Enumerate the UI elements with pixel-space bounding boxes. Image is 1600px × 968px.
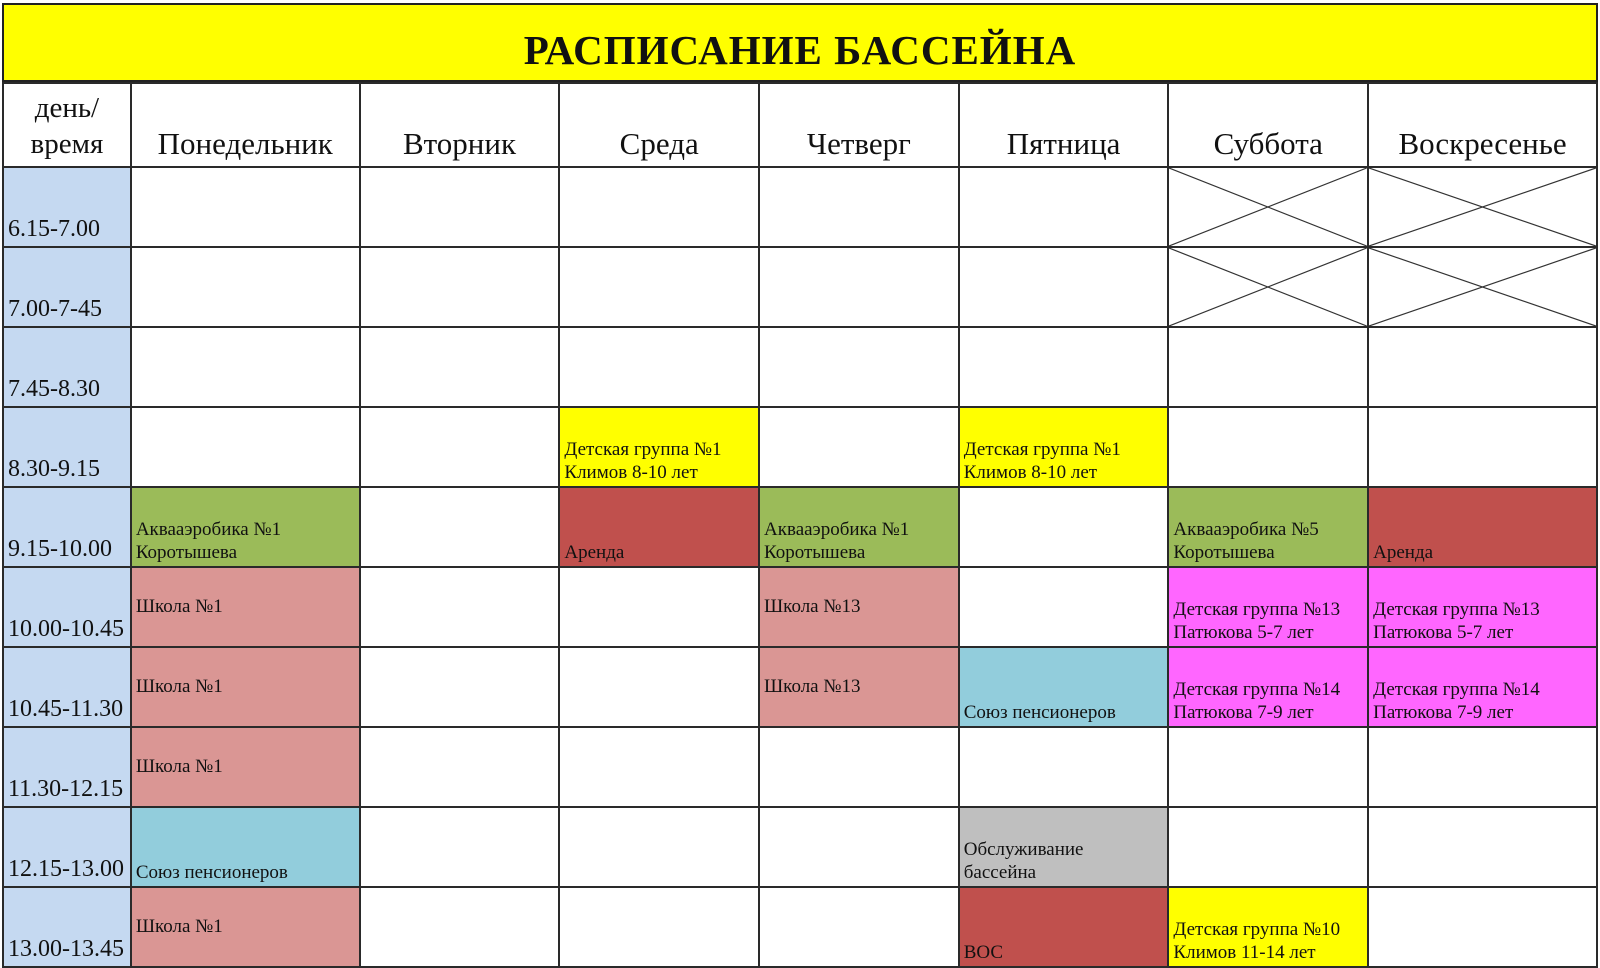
schedule-cell-friday: [959, 327, 1169, 407]
day-header-sunday: Воскресенье: [1368, 83, 1597, 167]
schedule-cell-monday: [131, 327, 360, 407]
schedule-cell-sunday: [1368, 247, 1597, 327]
activity-line: Коротышева: [1173, 542, 1275, 563]
schedule-cell-thursday: [759, 727, 959, 807]
schedule-cell-friday: [959, 727, 1169, 807]
activity-line: Школа №1: [135, 756, 223, 777]
time-slot-label: 13.00-13.45: [3, 887, 131, 967]
activity-line: Климов 11-14 лет: [1173, 942, 1316, 963]
activity-line: ВОС: [963, 942, 1004, 963]
activity-line: Обслуживание: [963, 839, 1084, 860]
schedule-cell-tuesday: [360, 487, 560, 567]
day-header-wednesday: Среда: [559, 83, 759, 167]
day-header-friday: Пятница: [959, 83, 1169, 167]
activity-label: [1173, 678, 1365, 724]
schedule-row: [3, 887, 1597, 967]
schedule-cell-sunday: [1368, 647, 1597, 727]
schedule-cell-sunday: [1368, 727, 1597, 807]
schedule-row: [3, 647, 1597, 727]
activity-line: Детская группа №14: [1173, 679, 1341, 700]
schedule-cell-thursday: [759, 487, 959, 567]
schedule-cell-friday: [959, 567, 1169, 647]
activity-label: [1173, 918, 1365, 964]
day-header-monday: Понедельник: [131, 83, 360, 167]
schedule-cell-wednesday: [559, 247, 759, 327]
activity-line: Патюкова 5-7 лет: [1173, 622, 1314, 643]
schedule-cell-wednesday: [559, 727, 759, 807]
schedule-cell-thursday: [759, 807, 959, 887]
schedule-cell-wednesday: [559, 647, 759, 727]
activity-label: [564, 541, 756, 564]
schedule-cell-monday: [131, 887, 360, 967]
schedule-cell-wednesday: [559, 807, 759, 887]
activity-label: [136, 595, 357, 618]
schedule-cell-friday: [959, 407, 1169, 487]
activity-label: [764, 518, 956, 564]
schedule-cell-thursday: [759, 327, 959, 407]
activity-line: Детская группа №1: [564, 439, 722, 460]
activity-line: Школа №1: [135, 916, 223, 937]
schedule-row: [3, 407, 1597, 487]
time-slot-label: 8.30-9.15: [3, 407, 131, 487]
schedule-cell-monday: [131, 727, 360, 807]
activity-line: Патюкова 7-9 лет: [1373, 702, 1514, 723]
schedule-cell-thursday: [759, 567, 959, 647]
activity-label: [764, 595, 956, 618]
activity-line: Климов 8-10 лет: [564, 462, 698, 483]
time-slot-label: 12.15-13.00: [3, 807, 131, 887]
activity-line: Аквааэробика №1: [764, 519, 910, 540]
activity-line: Патюкова 5-7 лет: [1373, 622, 1514, 643]
activity-label: [1373, 541, 1594, 564]
schedule-cell-sunday: [1368, 487, 1597, 567]
activity-line: Аквааэробика №5: [1173, 519, 1319, 540]
corner-line-2: время: [30, 128, 104, 160]
schedule-cell-monday: [131, 407, 360, 487]
day-header-thursday: Четверг: [759, 83, 959, 167]
activity-label: [136, 861, 357, 884]
schedule-cell-tuesday: [360, 727, 560, 807]
schedule-cell-tuesday: [360, 407, 560, 487]
activity-label: [964, 438, 1166, 484]
time-slot-label: 9.15-10.00: [3, 487, 131, 567]
activity-line: Школа №13: [764, 676, 861, 697]
schedule-cell-tuesday: [360, 647, 560, 727]
activity-label: [136, 915, 357, 938]
activity-label: [1373, 598, 1594, 644]
activity-label: [1173, 518, 1365, 564]
schedule-cell-thursday: [759, 407, 959, 487]
schedule-cell-tuesday: [360, 167, 560, 247]
schedule-row: [3, 727, 1597, 807]
schedule-cell-tuesday: [360, 887, 560, 967]
schedule-cell-tuesday: [360, 567, 560, 647]
schedule-cell-saturday: [1168, 647, 1368, 727]
schedule-cell-friday: [959, 487, 1169, 567]
schedule-cell-thursday: [759, 647, 959, 727]
activity-line: Детская группа №10: [1173, 919, 1341, 940]
schedule-cell-friday: [959, 167, 1169, 247]
schedule-body: [3, 167, 1597, 967]
activity-line: Детская группа №14: [1373, 679, 1540, 700]
schedule-cell-wednesday: [559, 407, 759, 487]
schedule-cell-saturday: [1168, 167, 1368, 247]
day-header-tuesday: Вторник: [360, 83, 560, 167]
unavailable-cross-icon: [1169, 248, 1367, 326]
activity-line: Школа №13: [764, 596, 861, 617]
schedule-cell-wednesday: [559, 167, 759, 247]
activity-line: Союз пенсионеров: [135, 862, 288, 883]
schedule-cell-saturday: [1168, 807, 1368, 887]
corner-line-1: день/: [34, 92, 100, 124]
schedule-row: [3, 167, 1597, 247]
activity-label: [136, 518, 357, 564]
unavailable-cross-icon: [1369, 168, 1596, 246]
schedule-cell-thursday: [759, 167, 959, 247]
activity-line: Детская группа №13: [1373, 599, 1540, 620]
unavailable-cross-icon: [1169, 168, 1367, 246]
activity-line: Школа №1: [135, 596, 223, 617]
activity-line: Патюкова 7-9 лет: [1173, 702, 1314, 723]
activity-label: [564, 438, 756, 484]
schedule-row: [3, 567, 1597, 647]
activity-label: [764, 675, 956, 698]
activity-label: [964, 838, 1166, 884]
schedule-cell-sunday: [1368, 407, 1597, 487]
activity-label: [1173, 598, 1365, 644]
schedule-cell-sunday: [1368, 167, 1597, 247]
schedule-cell-wednesday: [559, 327, 759, 407]
corner-header: [3, 83, 131, 167]
activity-label: [964, 941, 1166, 964]
schedule-cell-tuesday: [360, 327, 560, 407]
schedule-cell-monday: [131, 247, 360, 327]
activity-line: Аренда: [1373, 542, 1434, 563]
activity-line: Климов 8-10 лет: [963, 462, 1098, 483]
schedule-cell-sunday: [1368, 807, 1597, 887]
schedule-cell-friday: [959, 887, 1169, 967]
schedule-cell-thursday: [759, 247, 959, 327]
schedule-cell-saturday: [1168, 327, 1368, 407]
schedule-cell-wednesday: [559, 887, 759, 967]
schedule-cell-wednesday: [559, 567, 759, 647]
schedule-cell-saturday: [1168, 247, 1368, 327]
activity-line: Детская группа №1: [963, 439, 1121, 460]
unavailable-cross-icon: [1369, 248, 1596, 326]
title-bar: [2, 3, 1598, 82]
schedule-cell-monday: [131, 487, 360, 567]
schedule-cell-saturday: [1168, 567, 1368, 647]
header-row: [3, 83, 1597, 167]
schedule-sheet: [2, 3, 1598, 963]
activity-line: Детская группа №13: [1173, 599, 1341, 620]
time-slot-label: 7.45-8.30: [3, 327, 131, 407]
time-slot-label: 6.15-7.00: [3, 167, 131, 247]
activity-line: Школа №1: [135, 676, 223, 697]
schedule-cell-sunday: [1368, 567, 1597, 647]
activity-line: Союз пенсионеров: [963, 702, 1116, 723]
schedule-cell-monday: [131, 567, 360, 647]
activity-label: [136, 755, 357, 778]
activity-line: Аквааэробика №1: [135, 519, 282, 540]
activity-line: бассейна: [963, 862, 1037, 883]
schedule-row: [3, 327, 1597, 407]
schedule-cell-sunday: [1368, 327, 1597, 407]
schedule-cell-monday: [131, 167, 360, 247]
schedule-cell-saturday: [1168, 727, 1368, 807]
time-slot-label: 7.00-7-45: [3, 247, 131, 327]
schedule-cell-wednesday: [559, 487, 759, 567]
schedule-cell-tuesday: [360, 807, 560, 887]
activity-line: Аренда: [564, 542, 625, 563]
schedule-cell-thursday: [759, 887, 959, 967]
activity-line: Коротышева: [135, 542, 238, 563]
schedule-cell-monday: [131, 807, 360, 887]
activity-label: [964, 701, 1166, 724]
time-slot-label: 10.00-10.45: [3, 567, 131, 647]
schedule-cell-monday: [131, 647, 360, 727]
schedule-table: [2, 82, 1598, 968]
schedule-row: [3, 487, 1597, 567]
schedule-cell-sunday: [1368, 887, 1597, 967]
schedule-cell-friday: [959, 647, 1169, 727]
schedule-row: [3, 247, 1597, 327]
day-header-saturday: Суббота: [1168, 83, 1368, 167]
schedule-cell-saturday: [1168, 487, 1368, 567]
activity-line: Коротышева: [764, 542, 866, 563]
time-slot-label: 10.45-11.30: [3, 647, 131, 727]
activity-label: [136, 675, 357, 698]
time-slot-label: 11.30-12.15: [3, 727, 131, 807]
schedule-row: [3, 807, 1597, 887]
schedule-cell-saturday: [1168, 407, 1368, 487]
page-title: РАСПИСАНИЕ БАССЕЙНА: [523, 27, 1077, 73]
schedule-cell-friday: [959, 807, 1169, 887]
schedule-cell-saturday: [1168, 887, 1368, 967]
schedule-cell-tuesday: [360, 247, 560, 327]
schedule-cell-friday: [959, 247, 1169, 327]
activity-label: [1373, 678, 1594, 724]
